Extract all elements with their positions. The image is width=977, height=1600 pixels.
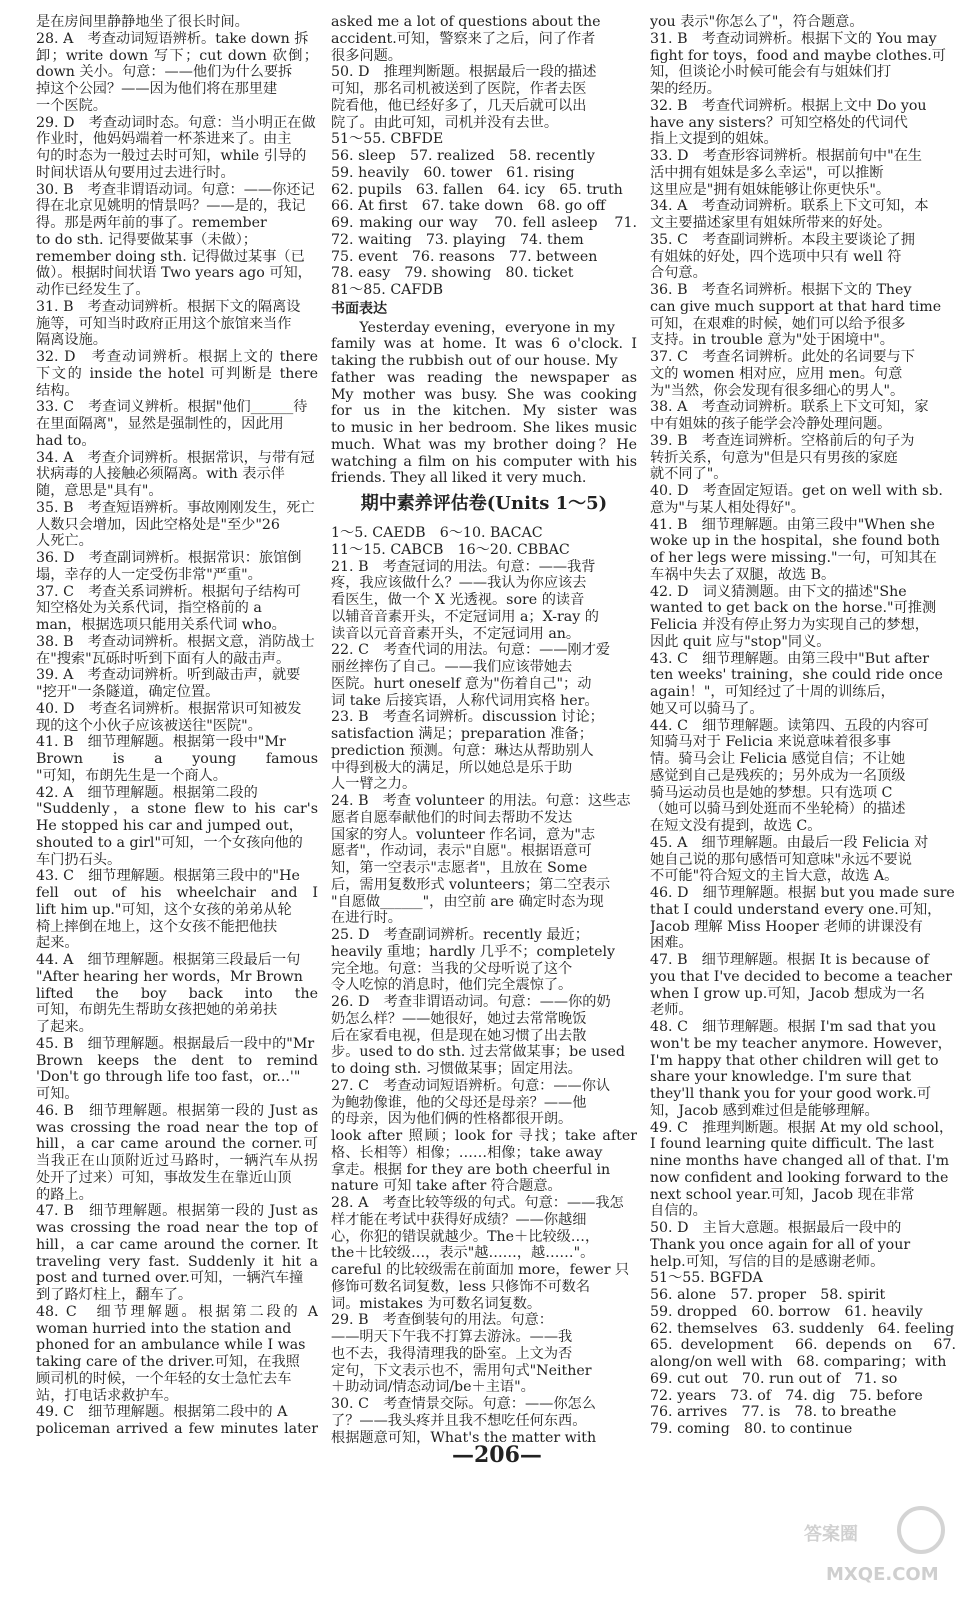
text-line: 后，需用复数形式 volunteers；第二空表示 [331, 876, 611, 893]
text-line: 31. B 考查动词辨析。根据下文的隔离设 [36, 298, 301, 315]
text-line: 施等，可知当时政府正用这个旅馆来当作 [36, 315, 292, 332]
text-line: taking the rubbish out of our house. My [331, 353, 618, 369]
text-line: 丽丝摔伤了自己。——我们应该带她去 [331, 659, 573, 675]
text-line: 令人吃惊的消息时，他们完全震惊了。 [331, 977, 573, 994]
text-line: 掉这个公园？——因为他们将在那里建 [36, 81, 278, 97]
text-line: 院看他，他已经好多了，几天后就可以出 [331, 97, 587, 114]
text-line: 30. B 考查非谓语动词。句意：——你还记 [36, 181, 315, 198]
text-line: 知空格处为关系代词，指空格前的 a [36, 600, 262, 617]
text-line: I found learning quite difficult. The last [650, 1136, 934, 1153]
text-line: woman hurried into the station and [36, 1320, 292, 1337]
text-line: 修饰可数名词复数，less 只修饰不可数名 [331, 1278, 591, 1295]
text-line: nine months have changed all of that. I'm [650, 1153, 950, 1169]
text-line: fight for toys，food and maybe clothes.可 [650, 47, 946, 64]
text-line: 21. B 考查冠词的用法。句意：——我背 [331, 558, 596, 575]
watermark-text: 答案圈 [804, 1524, 858, 1545]
text-line: woke up in the hospital，she found both [650, 533, 940, 550]
text-line: 48. C 细节理解题。根据 I'm sad that you [650, 1019, 937, 1035]
text-line: have any sisters？可知空格处的代词代 [650, 114, 908, 131]
text-line: 活中拥有姐妹是多么幸运"，可以推断 [650, 164, 884, 181]
text-line: 47. B 细节理解题。根据 It is because of [650, 952, 929, 968]
text-line: 顾司机的时候，一个年轻的女士急忙去车 [36, 1370, 292, 1387]
text-line: 51～55. CBFDE [331, 131, 444, 148]
text-line: 后在家看电视，但是现在她习惯了出去散 [331, 1027, 587, 1044]
text-line: to music in her bedroom. She likes music [331, 420, 637, 436]
text-line: 到了路灯柱上，翻车了。 [36, 1287, 193, 1303]
text-line: 31. B 考查动词辨析。根据下文的 You may [650, 30, 937, 47]
text-line: My mother was busy. She was cooking [331, 386, 637, 403]
text-line: 了？——我头疼并且我不想吃任何东西。 [331, 1412, 587, 1429]
text-line: 可知，布朗先生帮助女孩把她的弟弟扶 [36, 1002, 278, 1019]
text-line: 43. C 细节理解题。由第三段中"But after [650, 650, 930, 667]
text-line: asked me a lot of questions about the [331, 14, 601, 30]
text-line: 知，Jacob 感到难过但是能够理解。 [650, 1102, 879, 1119]
text-line: father was reading the newspaper as [331, 369, 637, 386]
text-line: 当我正在山顶附近过马路时，一辆汽车从拐 [36, 1153, 318, 1169]
text-line: 22. C 考查代词的用法。句意：——刚才爱 [331, 642, 611, 659]
text-line: 人一臂之力。 [331, 776, 417, 793]
text-line: 时间状语从句要用过去进行时。 [36, 164, 235, 181]
text-line: help.可知，写信的目的是感谢老师。 [650, 1253, 885, 1270]
text-line: 疼，我应该做什么？——我认为你应该去 [331, 575, 587, 592]
text-line: Yesterday evening，everyone in my [331, 319, 615, 336]
text-line: 知，但谈论小时候可能会有与姐妹们打 [650, 64, 892, 81]
text-line: 知，第一空表示"志愿者"，且放在 Some [331, 860, 588, 876]
text-line: 可知，在艰难的时候，她们可以给予很多 [650, 315, 906, 332]
text-line: 的路上。 [36, 1186, 93, 1203]
text-line: 格、长相等）相像；……相像；take away [331, 1144, 603, 1161]
text-line: 中得到极大的满足，所以她总是乐于助 [331, 759, 573, 776]
text-line: traveling very fast. Suddenly it hit a [36, 1253, 318, 1270]
text-line: 40. D 考查名词辨析。根据常识可知被发 [36, 700, 302, 717]
text-line: post and turned over.可知，一辆汽车撞 [36, 1270, 304, 1287]
text-line: 36. D 考查副词辨析。根据常识：旅馆倒 [36, 550, 302, 566]
text-line: 30. C 考查情景交际。句意：——你怎么 [331, 1396, 596, 1412]
text-line: I'm happy that other children will get to [650, 1052, 939, 1069]
middle-column [331, 14, 637, 1446]
text-line: 46. B 细节理解题。根据第一段的 Just as [36, 1102, 318, 1119]
text-line: 词 take 后接宾语，人称代词用宾格 her。 [331, 692, 599, 709]
watermark-url: MXQE.COM [826, 1564, 939, 1585]
text-line: "可知，布朗先生是一个商人。 [36, 767, 227, 784]
text-line: 76. arrives 77. is 78. to breathe [650, 1404, 897, 1421]
text-line: next school year.可知，Jacob 现在非常 [650, 1186, 915, 1203]
text-line: of her legs were missing."一句，可知其在 [650, 550, 937, 566]
text-line: 骑马运动员也是她的梦想。只有选项 C [650, 784, 893, 801]
text-line: 47. B 细节理解题。根据第一段的 Just as [36, 1203, 318, 1220]
text-line: for us in the kitchen. My sister was [331, 403, 637, 420]
text-line: 是在房间里静静地坐了很长时间。 [36, 14, 249, 30]
text-line: 23. B 考查名词辨析。discussion 讨论； [331, 709, 604, 726]
text-line: 56. sleep 57. realized 58. recently [331, 148, 595, 164]
text-line: remember doing sth. 记得做过某事（已 [36, 248, 305, 265]
text-line: 文主要描述家里有姐妹所带来的好处。 [650, 215, 892, 231]
text-line: 了起来。 [36, 1019, 93, 1035]
text-line: （她可以骑马到处逛而不坐轮椅）的描述 [650, 801, 906, 818]
text-line: 动作已经发生了。 [36, 282, 150, 298]
text-line: 她又可以骑马了。 [650, 700, 764, 717]
text-line: 为鲍勃像谁，他的父母还是母亲？——他 [331, 1094, 587, 1111]
text-line: 架的经历。 [650, 81, 721, 97]
text-line: 32. B 考查代词辨析。根据上文中 Do you [650, 97, 927, 114]
text-line: 支持。in trouble 意为"处于困境中"。 [650, 332, 894, 349]
text-line: 62. pupils 63. fallen 64. icy 65. truth [331, 181, 623, 198]
text-line: "挖开"一条隧道，确定位置。 [36, 684, 220, 700]
watermark-circle-icon [899, 1508, 943, 1552]
middle-column-part-a [331, 14, 637, 299]
text-line: 句的时态为一般过去时可知，while 引导的 [36, 148, 307, 164]
text-line: heavily 重地；hardly 几乎不；completely [331, 943, 616, 960]
text-line: 45. A 细节理解题。由最后一段 Felicia 对 [650, 834, 929, 851]
text-line: 59. dropped 60. borrow 61. heavily [650, 1303, 923, 1320]
text-line: lifted the boy back into the [36, 985, 318, 1002]
text-line: 36. B 考查名词辨析。根据下文的 They [650, 282, 912, 298]
text-line: "After hearing her words，Mr Brown [36, 968, 303, 985]
text-line: 39. B 考查连词辨析。空格前后的句子为 [650, 432, 915, 449]
text-line: look after 照顾；look for 寻找；take after [331, 1128, 637, 1144]
text-line: 81～85. CAFDB [331, 282, 444, 298]
text-line: hill，a car came around the corner. It [36, 1236, 318, 1253]
text-line: "Suddenly，a stone flew to his car's [36, 801, 318, 818]
text-line: 72. years 73. of 74. dig 75. before [650, 1387, 923, 1404]
text-line: 34. A 考查动词辨析。联系上下文可知，本 [650, 198, 929, 215]
text-line: shouted to a girl"可知，一个女孩向他的 [36, 834, 303, 851]
text-line: was crossing the road near the top of [36, 1220, 318, 1236]
text-line: 感觉到自己是残疾的；另外成为一名顶级 [650, 767, 906, 784]
text-line: 48. C 细节理解题。根据第二段的 A [36, 1303, 318, 1320]
text-line: 愿者自愿奉献他们的时间去帮助不发达 [331, 809, 573, 826]
text-line: 根据题意可知，What's the matter with [331, 1429, 597, 1446]
text-line: 可知，那名司机被送到了医院，作者去医 [331, 81, 587, 97]
text-line: 46. D 细节理解题。根据 but you made sure [650, 885, 955, 901]
text-line: 79. coming 80. to continue [650, 1421, 853, 1437]
text-line: 院了。由此可知，司机并没有去世。 [331, 114, 559, 131]
text-line: was crossing the road near the top of [36, 1119, 318, 1136]
text-line: friends. They all liked it very much. [331, 470, 587, 487]
text-line: 奶怎么样？——她很好，她过去常常晚饭 [331, 1010, 587, 1027]
text-line: the＋比较级…，表示"越……，越……"。 [331, 1245, 595, 1262]
text-line: 32. D 考查动词辨析。根据上文的 there [36, 349, 318, 365]
text-line: 44. A 细节理解题。根据第三段最后一句 [36, 952, 301, 968]
text-line: much. What was my brother doing？He [331, 436, 637, 453]
text-line: share your knowledge. I'm sure that [650, 1069, 912, 1086]
text-line: 转折关系，句意为"但是只有男孩的家庭 [650, 449, 898, 466]
text-line: 中有姐妹的孩子能学会冷静处理问题。 [650, 416, 892, 432]
text-line: He stopped his car and jumped out， [36, 818, 303, 834]
text-line: 28. A 考查比较等级的句式。句意：——我怎 [331, 1195, 624, 1211]
text-line: policeman arrived a few minutes later [36, 1421, 318, 1437]
text-line: 50. D 主旨大意题。根据最后一段中的 [650, 1220, 902, 1236]
text-line: 拿走。根据 for they are both cheerful in [331, 1161, 611, 1178]
text-line: to do sth. 记得要做某事（未做）； [36, 231, 257, 248]
text-line: 29. B 考查倒装句的用法。句意： [331, 1312, 553, 1329]
text-line: prediction 预测。句意：琳达从帮助别人 [331, 742, 594, 759]
text-line: 35. B 考查短语辨析。事故刚刚发生，死亡 [36, 499, 315, 516]
text-line: 的母亲，因为他们俩的性格都很开朗。 [331, 1111, 573, 1128]
text-line: 49. C 细节理解题。根据第二段中的 A [36, 1404, 288, 1421]
text-line: 43. C 细节理解题。根据第三段中的"He [36, 868, 300, 885]
text-line: 在短文没有提到，故选 C。 [650, 818, 822, 834]
text-line: 为"当然，你会发现有很多细心的男人"。 [650, 382, 905, 399]
text-line: 定句，下文表示也不，需用句式"Neither [331, 1362, 592, 1379]
text-line: 37. C 考查关系词辨析。根据句子结构可 [36, 583, 301, 600]
text-line: 78. easy 79. showing 80. ticket [331, 265, 574, 282]
text-line: 步。used to do sth. 过去常做某事；be used [331, 1044, 626, 1061]
watermark-logo [786, 1500, 956, 1590]
text-line: 结构。 [36, 382, 79, 399]
text-line: you that I've decided to become a teacher [650, 968, 953, 985]
text-line: 老师。 [650, 1002, 693, 1019]
text-line: 很多问题。 [331, 47, 402, 64]
text-line: 得。那是两年前的事了。remember [36, 215, 267, 231]
text-line: 她自己说的那句感悟可知意味"永远不要说 [650, 851, 912, 868]
text-line: 29. D 考查动词时态。句意：当小明正在做 [36, 114, 316, 131]
text-line: 不可能"符合短文的主旨大意，故选 A。 [650, 868, 899, 885]
text-line: 样才能在考试中获得好成绩？——你越细 [331, 1211, 587, 1228]
text-line: lift him up."可知，这个女孩的弟弟从轮 [36, 901, 292, 918]
text-line: 作业时，他妈妈端着一杯茶进来了。由主 [36, 131, 292, 148]
text-line: 得在北京见姚明的情景吗？——是的，我记 [36, 198, 306, 215]
text-line: 42. D 词义猜测题。由下文的描述"She [650, 583, 907, 600]
text-line: 50. D 推理判断题。根据最后一段的描述 [331, 64, 597, 81]
text-line: ——明天下午我不打算去游泳。——我 [331, 1329, 573, 1345]
text-line: 处开了过来）可知，事故发生在靠近山顶 [36, 1169, 292, 1186]
left-column [36, 14, 318, 1438]
text-line: 11～15. CABCB 16～20. CBBAC [331, 541, 570, 558]
text-line: 塌，幸存的人一定受伤非常"严重"。 [36, 566, 262, 583]
text-line: now confident and looking forward to the [650, 1169, 949, 1186]
writing-sample [331, 320, 637, 488]
text-line: 就不同了"。 [650, 466, 728, 483]
text-line: 69. cut out 70. run out of 71. so [650, 1370, 898, 1387]
text-line: 现的这个小伙子应该被送往"医院"。 [36, 717, 262, 734]
text-line: 49. C 推理判断题。根据 At my old school， [650, 1119, 954, 1136]
text-line: 42. A 细节理解题。根据第二段的 [36, 784, 258, 801]
text-line: fell out of his wheelchair and I [36, 885, 318, 901]
text-line: family was at home. It was 6 o'clock. I [331, 336, 637, 353]
text-line: 也不去，我得清理我的卧室。上文为否 [331, 1345, 573, 1362]
text-line: watching a film on his computer with his [331, 453, 637, 470]
text-line: 38. A 考查动词辨析。联系上下文可知，家 [650, 399, 929, 416]
text-line: man，根据选项只能用关系代词 who。 [36, 617, 286, 633]
text-line: 人死亡。 [36, 533, 93, 550]
text-line: 车祸中失去了双腿，故选 B。 [650, 566, 836, 583]
text-line: 医院。hurt oneself 意为"伤着自己"；动 [331, 675, 592, 692]
text-line: 72. waiting 73. playing 74. them [331, 231, 584, 248]
text-line: 45. B 细节理解题。根据最后一段中的"Mr [36, 1035, 315, 1052]
text-line: 指上文提到的姐妹。 [650, 131, 778, 148]
text-line: 困难。 [650, 935, 693, 952]
text-line: 完全地。句意：当我的父母听说了这个 [331, 960, 573, 977]
text-line: 卸；write down 写下；cut down 砍倒； [36, 47, 318, 64]
text-line: 人数只会增加，因此空格处是"至少"26 [36, 516, 280, 533]
text-line: Brown is a young famous [36, 751, 318, 767]
text-line: 66. At first 67. take down 68. go off [331, 198, 606, 215]
text-line: 65. development 66. depends on 67. [650, 1337, 956, 1354]
text-line: 起来。 [36, 935, 79, 952]
text-line: ten weeks' training，she could ride once [650, 667, 943, 684]
text-line: 33. D 考查形容词辨析。根据前句中"在生 [650, 148, 922, 164]
text-line: 文的 women 相对应，应用 men。句意 [650, 365, 903, 382]
text-line: 62. themselves 63. suddenly 64. feeling [650, 1320, 955, 1337]
text-line: 34. A 考查介词辨析。根据常识，与带有冠 [36, 449, 315, 466]
text-line: down 关小。句意：——他们为什么要拆 [36, 64, 293, 81]
text-line: "自愿做______"，由空前 are 确定时态为现 [331, 893, 604, 910]
text-line: 在"搜索"瓦砾时听到下面有人的敲击声。 [36, 650, 291, 667]
text-line: 以辅音音素开头，不定冠词用 a；X-ray 的 [331, 608, 599, 625]
text-line: again！"，可知经过了十周的训练后， [650, 684, 895, 700]
text-line: 因此 quit 应与"stop"同义。 [650, 633, 831, 650]
page-number: —206— [452, 1442, 542, 1468]
text-line: accident.可知，警察来了之后，问了作者 [331, 30, 596, 47]
text-line: 心，你犯的错误就越少。The＋比较级…， [331, 1228, 600, 1245]
section-title: 期中素养评估卷(Units 1～5) [360, 493, 608, 514]
text-line: won't be my teacher anymore. However， [650, 1035, 952, 1052]
text-line: 隔离设施。 [36, 332, 107, 349]
text-line: along/on well with 68. comparing；with [650, 1354, 947, 1370]
text-line: 随，意思是"具有"。 [36, 483, 163, 499]
text-line: 40. D 考查固定短语。get on well with sb. [650, 483, 943, 499]
text-line: 59. heavily 60. tower 61. rising [331, 164, 575, 181]
text-line: hill，a car came around the corner.可 [36, 1136, 318, 1153]
text-line: taking care of the driver.可知，在我照 [36, 1354, 300, 1370]
text-line: phoned for an ambulance while I was [36, 1337, 306, 1354]
middle-column-part-c [331, 525, 637, 1446]
text-line: 词。mistakes 为可数名词复数。 [331, 1295, 542, 1312]
text-line: satisfaction 满足；preparation 准备； [331, 726, 593, 742]
text-line: 一个医院。 [36, 97, 107, 114]
text-line: can give much support at that hard time [650, 298, 942, 315]
text-line: 站，打电话求救护车。 [36, 1387, 178, 1404]
text-line: 读音以元音音素开头，不定冠词用 an。 [331, 625, 581, 642]
text-line: Brown keeps the dent to remind [36, 1052, 318, 1069]
text-line: 状病毒的人接触必须隔离。with 表示伴 [36, 466, 285, 483]
text-line: 意为"与某人相处得好"。 [650, 499, 805, 516]
text-line: careful 的比较级需在前面加 more，fewer 只 [331, 1262, 630, 1278]
text-line: 自信的。 [650, 1203, 707, 1220]
text-line: they'll thank you for your good work.可 [650, 1086, 932, 1102]
text-line: 37. C 考查名词辨析。此处的名词要与下 [650, 349, 915, 365]
text-line: 51～55. BGFDA [650, 1270, 763, 1287]
text-line: 1～5. CAEDB 6～10. BACAC [331, 525, 543, 541]
text-line: Felicia 并没有停止努力为实现自己的梦想， [650, 617, 929, 633]
text-line: 在里面隔离"，显然是强制性的，因此用 [36, 416, 284, 432]
text-line: 26. D 考查非谓语动词。句意：——你的奶 [331, 994, 611, 1010]
text-line: 车门扔石头。 [36, 851, 122, 868]
text-line: had to。 [36, 432, 96, 449]
text-line: ＋助动词/情态动词/be＋主语"。 [331, 1379, 535, 1396]
text-line: you 表示"你怎么了"，符合题意。 [650, 14, 864, 30]
text-line: 'Don't go through life too fast，or...'" [36, 1069, 301, 1086]
text-line: 25. D 考查副词辨析。recently 最近； [331, 927, 589, 943]
text-line: 在进行时。 [331, 910, 402, 927]
text-line: 75. event 76. reasons 77. between [331, 248, 598, 265]
writing-heading: 书面表达 [331, 300, 387, 317]
right-column [650, 14, 956, 1438]
text-line: 39. A 考查动词辨析。听到敲击声，就要 [36, 667, 301, 684]
text-line: wanted to get back on the horse."可推测 [650, 600, 937, 617]
text-line: 44. C 细节理解题。读第四、五段的内容可 [650, 717, 930, 734]
text-line: 41. B 细节理解题。根据第一段中"Mr [36, 734, 286, 751]
text-line: 41. B 细节理解题。由第三段中"When she [650, 516, 935, 533]
text-line: 56. alone 57. proper 58. spirit [650, 1287, 886, 1303]
text-line: 合句意。 [650, 265, 707, 282]
text-line: 看医生，做一个 X 光透视。sore 的读音 [331, 592, 585, 608]
text-line: Jacob 理解 Miss Hooper 老师的讲课没有 [650, 918, 923, 935]
text-line: 国家的穷人。volunteer 作名词，意为"志 [331, 826, 596, 843]
text-line: when I grow up.可知，Jacob 想成为一名 [650, 985, 925, 1002]
text-line: Thank you once again for all of your [650, 1236, 911, 1253]
text-line: nature 可知 take after 符合题意。 [331, 1178, 562, 1195]
text-line: 下文的 inside the hotel 可判断是 there [36, 365, 318, 382]
text-line: that I could understand every one.可知， [650, 901, 942, 918]
text-line: 27. C 考查动词短语辨析。句意：——你认 [331, 1077, 611, 1094]
text-line: 可知。 [36, 1086, 79, 1102]
text-line: 这里应是"拥有姐妹能够让你更快乐"。 [650, 181, 891, 198]
text-line: 愿者"，作动词，表示"自愿"。根据语意可 [331, 843, 592, 860]
text-line: 椅上摔倒在地上，这个女孩不能把他扶 [36, 918, 278, 935]
text-line: 情。骑马会让 Felicia 感觉自信；不让她 [650, 751, 906, 767]
text-line: 38. B 考查动词辨析。根据文意，消防战士 [36, 633, 315, 650]
text-line: 有姐妹的好处，四个选项中只有 well 符 [650, 248, 902, 265]
text-line: 知骑马对于 Felicia 来说意味着很多事 [650, 734, 891, 751]
text-line: to doing sth. 习惯做某事；固定用法。 [331, 1061, 582, 1077]
text-line: 24. B 考查 volunteer 的用法。句意：这些志 [331, 793, 631, 809]
text-line: 做）。根据时间状语 Two years ago 可知， [36, 265, 312, 282]
text-line: 35. C 考查副词辨析。本段主要谈论了拥 [650, 231, 915, 248]
text-line: 33. C 考查词义辨析。根据"他们______待 [36, 399, 308, 416]
text-line: 28. A 考查动词短语辨析。take down 拆 [36, 30, 309, 47]
text-line: 69. making our way 70. fell asleep 71. [331, 215, 637, 231]
